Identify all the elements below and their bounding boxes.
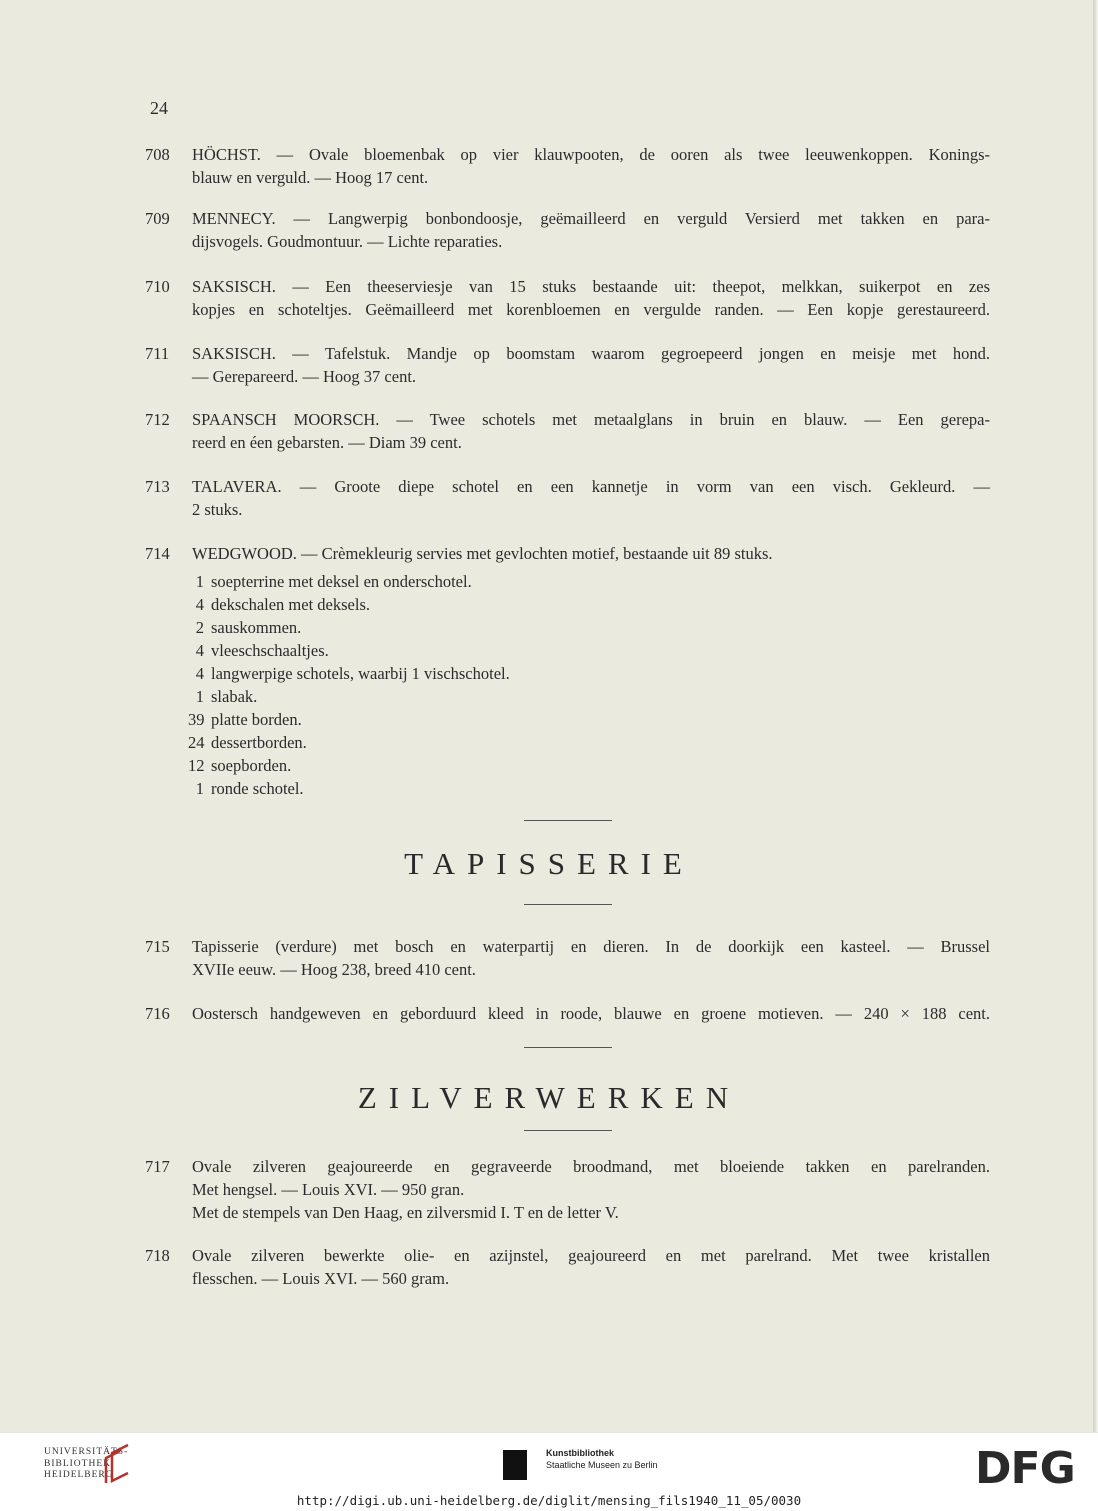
entry-line: dijsvogels. Goudmontuur. — Lichte reparaties. (192, 232, 503, 251)
entry-line: flesschen. — Louis XVI. — 560 gram. (192, 1269, 450, 1288)
entry-number: 711 (145, 344, 170, 363)
section-divider (524, 820, 612, 821)
wedgwood-item-list (188, 570, 510, 800)
entry-718 (145, 1244, 990, 1290)
list-item: 2 sauskommen. (195, 618, 302, 637)
section-heading-tapisserie: TAPISSERIE (404, 846, 694, 881)
entry-line: SAKSISCH. — Tafelstuk. Mandje op boomstam waarom gegroepeerd jongen en meisje met hond. (192, 344, 990, 363)
entry-number: 708 (145, 145, 170, 164)
entry-line: HÖCHST. — Ovale bloemenbak op vier klauwpooten, de ooren als twee leeuwenkoppen. Konings- (192, 145, 990, 164)
entry-line: TALAVERA. — Groote diepe schotel en een kannetje in vorm van een visch. Gekleurd. — (192, 477, 990, 496)
entry-line: Met hengsel. — Louis XVI. — 950 gran. (192, 1180, 465, 1199)
entry-line: SAKSISCH. — Een theeserviesje van 15 stuks bestaande uit: theepot, melkkan, suikerpot en zes (192, 277, 990, 296)
list-item: 1 soepterrine met deksel en onderschotel. (195, 572, 472, 591)
list-item: 39 platte borden. (188, 710, 302, 729)
entry-716 (145, 1002, 990, 1025)
entry-line: — Gerepareerd. — Hoog 37 cent. (192, 367, 417, 386)
entry-line: kopjes en schoteltjes. Geëmailleerd met korenbloemen en vergulde randen. — Een kopje gerestaureerd. (192, 300, 990, 319)
entry-line: 2 stuks. (192, 500, 243, 519)
entry-number: 714 (145, 544, 170, 563)
entry-number: 717 (145, 1157, 170, 1176)
entry-line: MENNECY. — Langwerpig bonbondoosje, geëmailleerd en verguld Versierd met takken en para- (192, 209, 990, 228)
entry-line: Met de stempels van Den Haag, en zilversmid I. T en de letter V. (192, 1203, 619, 1222)
entry-712 (145, 408, 990, 454)
entry-715 (145, 935, 990, 981)
footer-bar (0, 1432, 1098, 1511)
entry-number: 713 (145, 477, 170, 496)
entry-number: 709 (145, 209, 170, 228)
entry-number: 718 (145, 1246, 170, 1265)
ub-heidelberg-logo-text: UNIVERSITÄTS- BIBLIOTHEK HEIDELBERG (44, 1447, 129, 1480)
section-divider (524, 904, 612, 905)
kunstbibliothek-logo-text: Kunstbibliothek Staatliche Museen zu Berlin (546, 1448, 658, 1470)
entry-line: Ovale zilveren bewerkte olie- en azijnstel, geajoureerd en met parelrand. Met twee kristallen (192, 1246, 990, 1265)
page-number: 24 (150, 98, 168, 118)
list-item: 24 dessertborden. (188, 733, 307, 752)
kunstbibliothek-icon (503, 1450, 527, 1480)
entry-number: 716 (145, 1004, 170, 1023)
entry-line: blauw en verguld. — Hoog 17 cent. (192, 168, 429, 187)
ub-heidelberg-icon (100, 1443, 132, 1485)
page-edge (1093, 0, 1098, 1432)
entry-714 (145, 542, 990, 565)
permalink-url[interactable]: http://digi.ub.uni-heidelberg.de/diglit/mensing_fils1940_11_05/0030 (296, 1493, 802, 1508)
list-item: 4 vleeschschaaltjes. (195, 641, 329, 660)
list-item: 1 ronde schotel. (195, 779, 304, 798)
entry-line: Tapisserie (verdure) met bosch en waterpartij en dieren. In de doorkijk een kasteel. — Brussel (192, 937, 990, 956)
entry-number: 715 (145, 937, 170, 956)
entry-line: XVIIe eeuw. — Hoog 238, breed 410 cent. (192, 960, 476, 979)
entry-717 (145, 1155, 990, 1224)
list-item: 4 dekschalen met deksels. (195, 595, 370, 614)
entry-710 (145, 275, 990, 321)
dfg-logo: DFG (975, 1443, 1075, 1494)
entry-line: WEDGWOOD. — Crèmekleurig servies met gevlochten motief, bestaande uit 89 stuks. (192, 544, 773, 563)
list-item: 4 langwerpige schotels, waarbij 1 vischschotel. (195, 664, 510, 683)
section-divider (524, 1047, 612, 1048)
section-heading-zilverwerken: ZILVERWERKEN (357, 1080, 741, 1115)
entry-709 (145, 207, 990, 253)
entry-711 (145, 342, 990, 388)
entry-number: 712 (145, 410, 170, 429)
entry-708 (145, 143, 990, 189)
section-divider (524, 1130, 612, 1131)
entry-line: Ovale zilveren geajoureerde en gegraveerde broodmand, met bloeiende takken en parelranden. (192, 1157, 990, 1176)
entry-line: Oostersch handgeweven en geborduurd kleed in roode, blauwe en groene motieven. — 240 × 188 cent. (192, 1004, 990, 1023)
list-item: 12 soepborden. (188, 756, 292, 775)
entry-713 (145, 475, 990, 521)
entry-number: 710 (145, 277, 170, 296)
entry-line: SPAANSCH MOORSCH. — Twee schotels met metaalglans in bruin en blauw. — Een gerepa- (192, 410, 990, 429)
entry-line: reerd en éen gebarsten. — Diam 39 cent. (192, 433, 462, 452)
list-item: 1 slabak. (195, 687, 258, 706)
